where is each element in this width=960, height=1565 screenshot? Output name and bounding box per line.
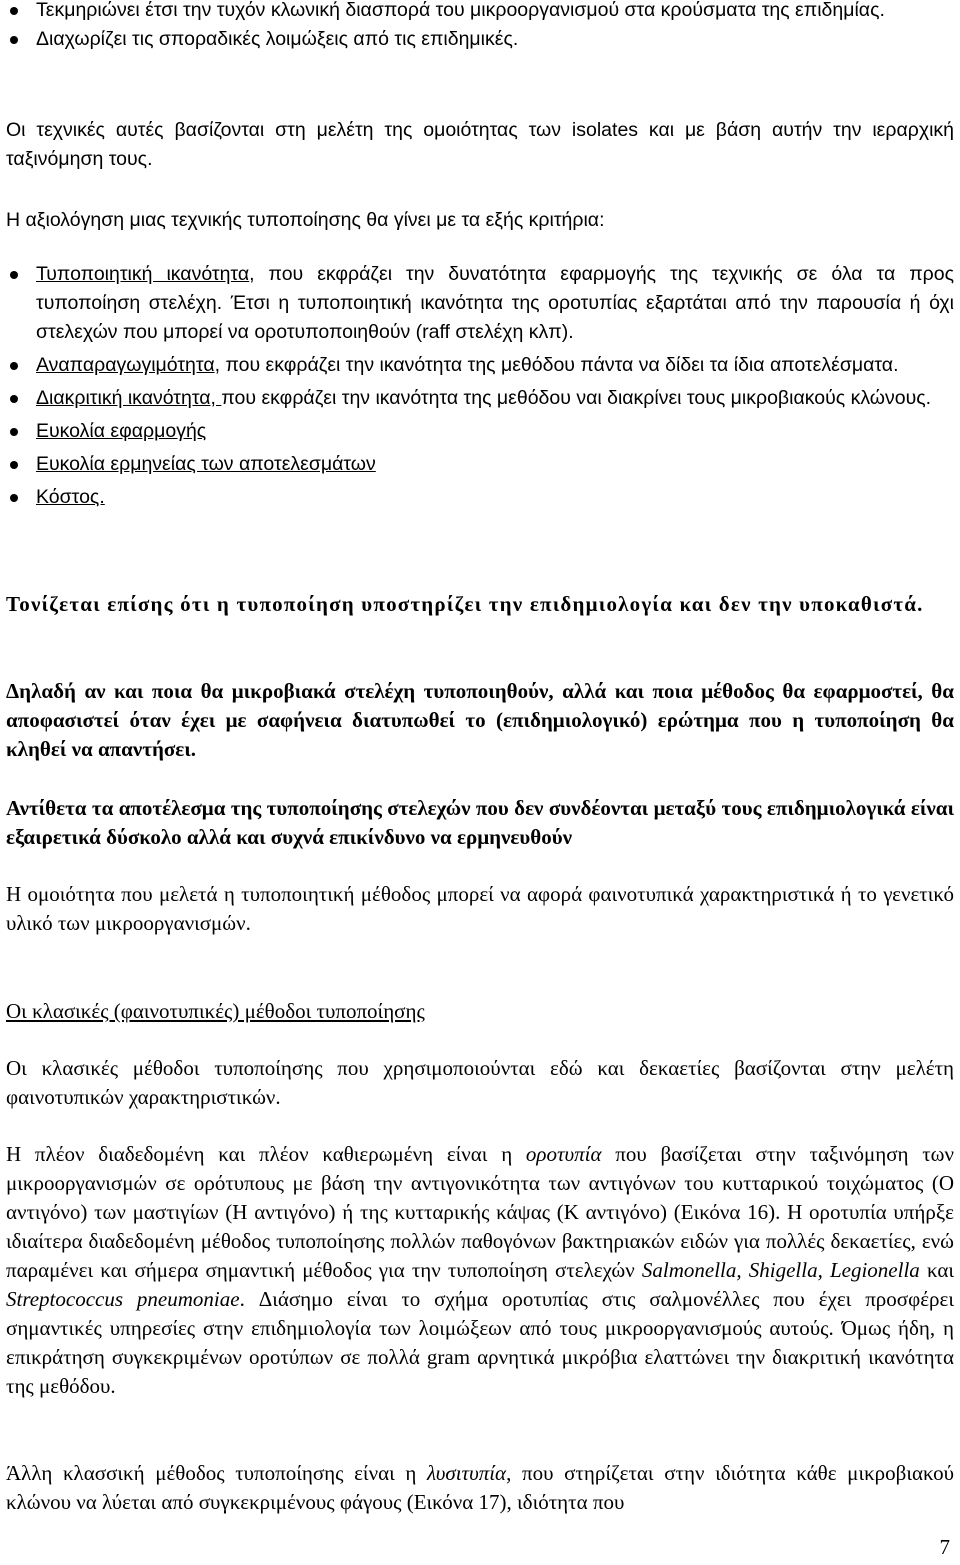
criterion-term: Τυποποιητική ικανότητα bbox=[36, 263, 250, 285]
criterion-term: Ευκολία εφαρμογής bbox=[36, 420, 207, 442]
list-item: Διαχωρίζει τις σποραδικές λοιμώξεις από τις επιδημικές. bbox=[6, 25, 954, 54]
criterion-text: που εκφράζει την ικανότητα της μεθόδου ναι διακρίνει τους μικροβιακούς κλώνους. bbox=[221, 387, 932, 409]
page-number: 7 bbox=[939, 1535, 950, 1559]
text-run: , που στηρίζεται στην ιδιότητα κάθε μικροβιακού κλώνου να λύεται από συγκεκριμένους φάγους (Εικόνα 17), ιδιότητα που bbox=[6, 1461, 955, 1514]
species-names: Salmonella, Shigella, Legionella bbox=[641, 1258, 920, 1282]
classical-methods-paragraph: Οι κλασικές μέθοδοι τυποποίησης που χρησιμοποιούνται εδώ και δεκαετίες βασίζονται στην μελέτη φαινοτυπικών χαρακτηριστικών. bbox=[6, 1056, 954, 1109]
criteria-list bbox=[6, 260, 954, 512]
bold-paragraph-support: Τονίζεται επίσης ότι η τυποποίηση υποστηρίζει την επιδημιολογία και δεν την υποκαθιστά. bbox=[6, 592, 924, 616]
criterion-ease-of-interpretation bbox=[6, 450, 954, 479]
criterion-text: , που εκφράζει την δυνατότητα εφαρμογής της τεχνικής σε όλα τα προς τυποποίηση στελέχη. Έτσι η τυποποιητική ικανότητα της οροτυπίας εξαρτάται από την παρουσία ή όχι στελεχών που μπορεί να οροτυποποιηθούν (raff στελέχη κλπ). bbox=[36, 263, 954, 343]
bold-paragraph-unrelated: Αντίθετα τα αποτέλεσμα της τυποποίησης στελεχών που δεν συνδέονται μεταξύ τους επιδημιολογικά είναι εξαιρετικά δύσκολο αλλά και συχνά επικίνδυνο να ερμηνευθούν bbox=[6, 796, 954, 849]
criterion-ease-of-use bbox=[6, 417, 954, 446]
text-run: Άλλη κλασσική μέθοδος τυποποίησης είναι η bbox=[6, 1461, 427, 1485]
criterion-cost bbox=[6, 483, 954, 512]
criterion-term: Κόστος. bbox=[36, 486, 105, 508]
intro-paragraph: Οι τεχνικές αυτές βασίζονται στη μελέτη της ομοιότητας των isolates και με βάση αυτήν την ιεραρχική ταξινόμηση τους. bbox=[6, 119, 954, 170]
criterion-typeability bbox=[6, 260, 954, 347]
list-item: Τεκμηριώνει έτσι την τυχόν κλωνική διασπορά του μικροοργανισμού στα κρούσματα της επιδημίας. bbox=[6, 0, 954, 25]
criterion-term: Διακριτική ικανότητα, bbox=[36, 387, 222, 409]
criteria-intro: Η αξιολόγηση μιας τεχνικής τυποποίησης θα γίνει με τα εξής κριτήρια: bbox=[6, 209, 605, 231]
text-run: και bbox=[919, 1258, 954, 1282]
serotyping-paragraph bbox=[6, 1140, 954, 1401]
species-name: Streptococcus pneumoniae bbox=[6, 1287, 240, 1311]
lysotyping-paragraph bbox=[6, 1459, 954, 1517]
bold-paragraph-question: Δηλαδή αν και ποια θα μικροβιακά στελέχη τυποποιηθούν, αλλά και ποια μέθοδος θα εφαρμοστεί, θα αποφασιστεί όταν έχει με σαφήνεια διατυπωθεί το (επιδημιολογικό) ερώτημα που η τυποποίηση θα κληθεί να απαντήσει. bbox=[6, 679, 954, 761]
term-serotyping: οροτυπία bbox=[525, 1142, 602, 1166]
criterion-term: Ευκολία ερμηνείας των αποτελεσμάτων bbox=[36, 453, 376, 475]
text-run: . Διάσημο είναι το σχήμα οροτυπίας στις σαλμονέλλες που έχει προσφέρει σημαντικές υπηρεσίες στην επιδημιολογία των λοιμώξεων από τους μικροοργανισμούς αυτούς. Όμως ήδη, η επικράτηση συγκεκριμένων οροτύπων σε πολλά gram αρνητικά μικρόβια ελαττώνει την διακριτική ικανότητα της μεθόδου. bbox=[6, 1287, 954, 1398]
term-lysotyping: λυσιτυπία bbox=[426, 1461, 507, 1485]
top-bullet-list bbox=[6, 0, 954, 54]
section-heading: Οι κλασικές (φαινοτυπικές) μέθοδοι τυποποίησης bbox=[6, 999, 425, 1023]
text-run: που βασίζεται στην ταξινόμηση των μικροοργανισμών σε ορότυπους με βάση την αντιγονικότητα των αντιγόνων του κυτταρικού τοιχώματος (Ο αντιγόνο) των μαστιγίων (Η αντιγόνο) ή της κυτταρικής κάψας (Κ αντιγόνο) (Εικόνα 16). Η οροτυπία υπήρξε ιδιαίτερα διαδεδομένη μέθοδος τυποποίησης πολλών παθογόνων βακτηριακών ειδών για πολλές δεκαετίες, ενώ παραμένει και σήμερα σημαντική μέθοδος για την τυποποίηση στελεχών bbox=[6, 1142, 954, 1282]
similarity-paragraph: Η ομοιότητα που μελετά η τυποποιητική μέθοδος μπορεί να αφορά φαινοτυπικά χαρακτηριστικά ή το γενετικό υλικό των μικροοργανισμών. bbox=[6, 882, 954, 935]
criterion-text: , που εκφράζει την ικανότητα της μεθόδου πάντα να δίδει τα ίδια αποτελέσματα. bbox=[214, 354, 899, 376]
criterion-discriminatory bbox=[6, 384, 954, 413]
criterion-reproducibility bbox=[6, 351, 954, 380]
text-run: Η πλέον διαδεδομένη και πλέον καθιερωμένη είναι η bbox=[6, 1142, 526, 1166]
criterion-term: Αναπαραγωγιμότητα bbox=[36, 354, 215, 376]
